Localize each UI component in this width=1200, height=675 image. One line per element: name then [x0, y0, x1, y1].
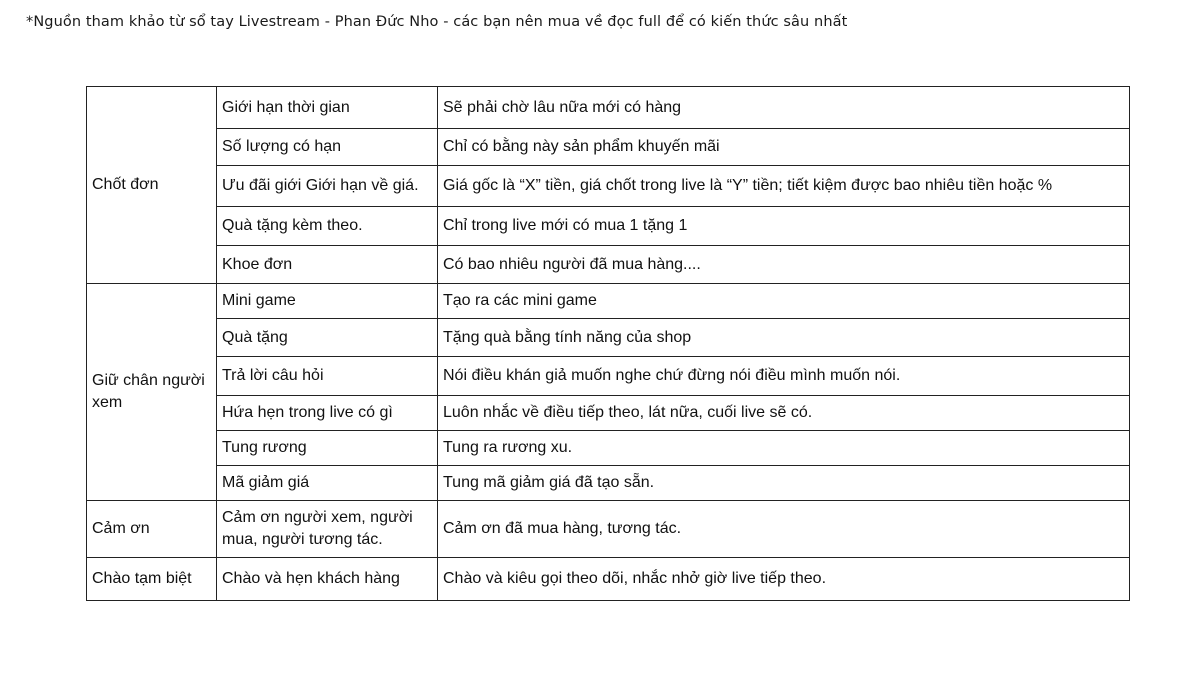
section-cell-chot-don: Chốt đơn — [87, 87, 217, 284]
table-row — [87, 357, 1130, 396]
item-cell: Cảm ơn người xem, người mua, người tương tác. — [217, 501, 438, 558]
detail-cell: Tặng quà bằng tính năng của shop — [438, 319, 1130, 357]
table-row — [87, 558, 1130, 601]
table-row — [87, 431, 1130, 466]
item-cell: Quà tặng kèm theo. — [217, 207, 438, 246]
table-row — [87, 207, 1130, 246]
section-cell-chao-tam-biet: Chào tạm biệt — [87, 558, 217, 601]
table-row — [87, 87, 1130, 129]
item-cell: Ưu đãi giới Giới hạn về giá. — [217, 166, 438, 207]
item-cell: Giới hạn thời gian — [217, 87, 438, 129]
detail-cell: Sẽ phải chờ lâu nữa mới có hàng — [438, 87, 1130, 129]
section-cell-cam-on: Cảm ơn — [87, 501, 217, 558]
item-cell: Quà tặng — [217, 319, 438, 357]
section-cell-giu-chan: Giữ chân người xem — [87, 284, 217, 501]
detail-cell: Tung ra rương xu. — [438, 431, 1130, 466]
detail-cell: Cảm ơn đã mua hàng, tương tác. — [438, 501, 1130, 558]
table-row — [87, 466, 1130, 501]
item-cell: Trả lời câu hỏi — [217, 357, 438, 396]
detail-cell: Tung mã giảm giá đã tạo sẵn. — [438, 466, 1130, 501]
item-cell: Khoe đơn — [217, 246, 438, 284]
source-note: *Nguồn tham khảo từ sổ tay Livestream - Phan Đức Nho - các bạn nên mua về đọc full để có kiến thức sâu nhất — [26, 14, 848, 30]
table-row — [87, 129, 1130, 166]
table-row — [87, 396, 1130, 431]
item-cell: Số lượng có hạn — [217, 129, 438, 166]
table-row — [87, 284, 1130, 319]
detail-cell: Chào và kiêu gọi theo dõi, nhắc nhở giờ live tiếp theo. — [438, 558, 1130, 601]
livestream-guide-table — [86, 86, 1130, 601]
item-cell: Mini game — [217, 284, 438, 319]
detail-cell: Luôn nhắc về điều tiếp theo, lát nữa, cuối live sẽ có. — [438, 396, 1130, 431]
detail-cell: Chỉ trong live mới có mua 1 tặng 1 — [438, 207, 1130, 246]
detail-cell: Giá gốc là “X” tiền, giá chốt trong live là “Y” tiền; tiết kiệm được bao nhiêu tiền hoặc % — [438, 166, 1130, 207]
detail-cell: Chỉ có bằng này sản phẩm khuyến mãi — [438, 129, 1130, 166]
detail-cell: Tạo ra các mini game — [438, 284, 1130, 319]
item-cell: Hứa hẹn trong live có gì — [217, 396, 438, 431]
table-row — [87, 501, 1130, 558]
table-row — [87, 166, 1130, 207]
item-cell: Chào và hẹn khách hàng — [217, 558, 438, 601]
table-row — [87, 319, 1130, 357]
table-row — [87, 246, 1130, 284]
item-cell: Mã giảm giá — [217, 466, 438, 501]
detail-cell: Có bao nhiêu người đã mua hàng.... — [438, 246, 1130, 284]
item-cell: Tung rương — [217, 431, 438, 466]
detail-cell: Nói điều khán giả muốn nghe chứ đừng nói điều mình muốn nói. — [438, 357, 1130, 396]
